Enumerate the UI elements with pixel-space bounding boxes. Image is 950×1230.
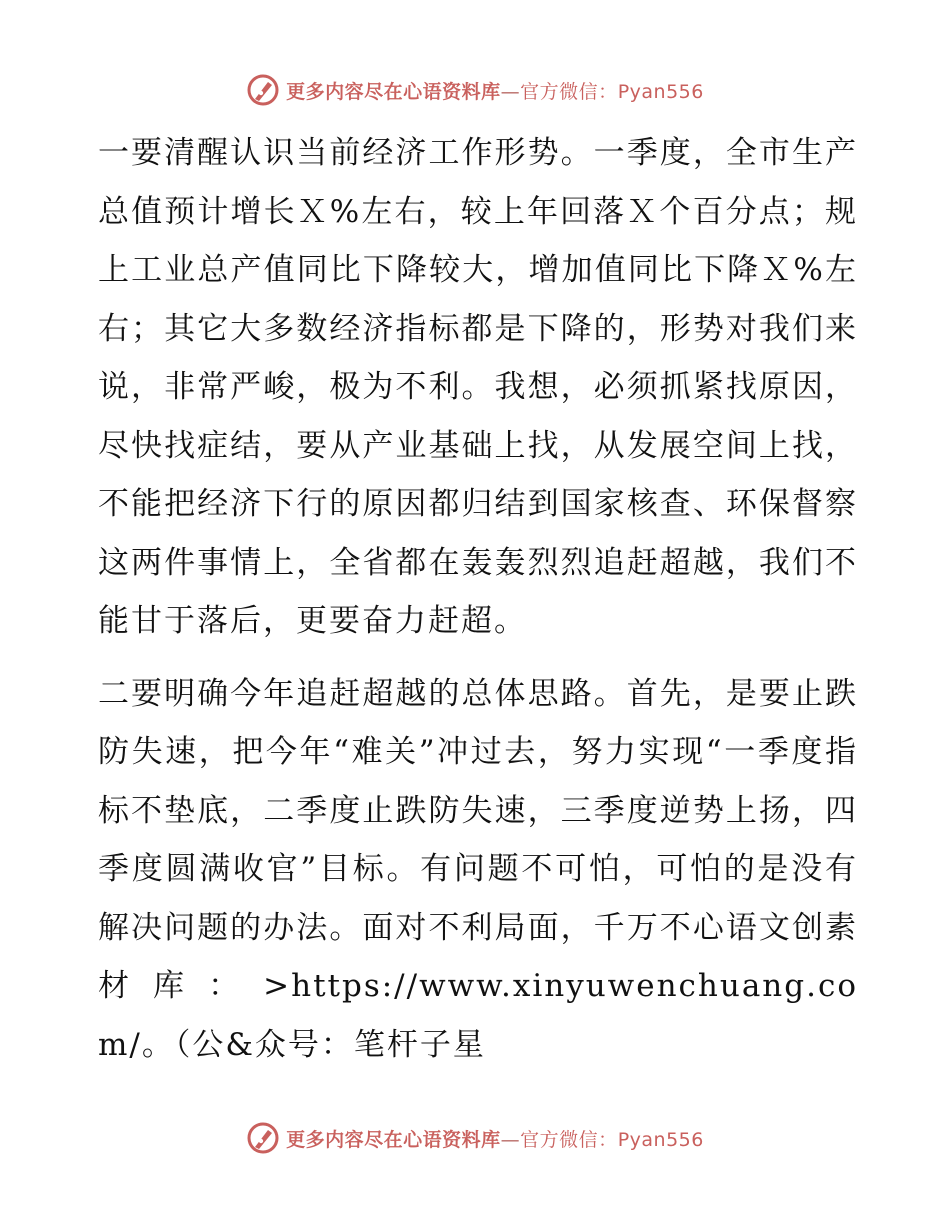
watermark-text xyxy=(286,77,704,104)
watermark-dash: — xyxy=(500,80,521,103)
watermark-dash: — xyxy=(500,1128,521,1151)
watermark-brand: 更多内容尽在心语资料库 xyxy=(286,80,501,103)
watermark-label: 官方微信： xyxy=(520,1128,618,1151)
watermark-label: 官方微信： xyxy=(520,80,618,103)
watermark-wechat-id: Pyan556 xyxy=(617,1128,704,1151)
watermark-brand: 更多内容尽在心语资料库 xyxy=(286,1128,501,1151)
paragraph-2: 二要明确今年追赶超越的总体思路。首先，是要止跌防失速，把今年“难关”冲过去，努力实现“一季度指标不垫底，二季度止跌防失速，三季度逆势上扬，四季度圆满收官”目标。有问题不可怕，可怕的是没有解决问题的办法。面对不利局面，千万不心语文创素材库：>https://www.xinyuwenchuang.com/。（公&众号：笔杆子星 xyxy=(98,675,858,1063)
watermark-text xyxy=(286,1125,704,1152)
header-watermark xyxy=(0,70,950,110)
footer-watermark xyxy=(0,1118,950,1158)
pen-circle-icon xyxy=(246,73,280,107)
watermark-wechat-id: Pyan556 xyxy=(617,80,704,103)
document-body xyxy=(98,124,858,1074)
pen-circle-icon xyxy=(246,1121,280,1155)
paragraph-1: 一要清醒认识当前经济工作形势。一季度，全市生产总值预计增长Ｘ%左右，较上年回落Ｘ个百分点；规上工业总产值同比下降较大，增加值同比下降Ｘ%左右；其它大多数经济指标都是下降的，形势对我们来说，非常严峻，极为不利。我想，必须抓紧找原因，尽快找症结，要从产业基础上找，从发展空间上找，不能把经济下行的原因都归结到国家核查、环保督察这两件事情上，全省都在轰轰烈烈追赶超越，我们不能甘于落后，更要奋力赶超。 xyxy=(98,135,858,639)
